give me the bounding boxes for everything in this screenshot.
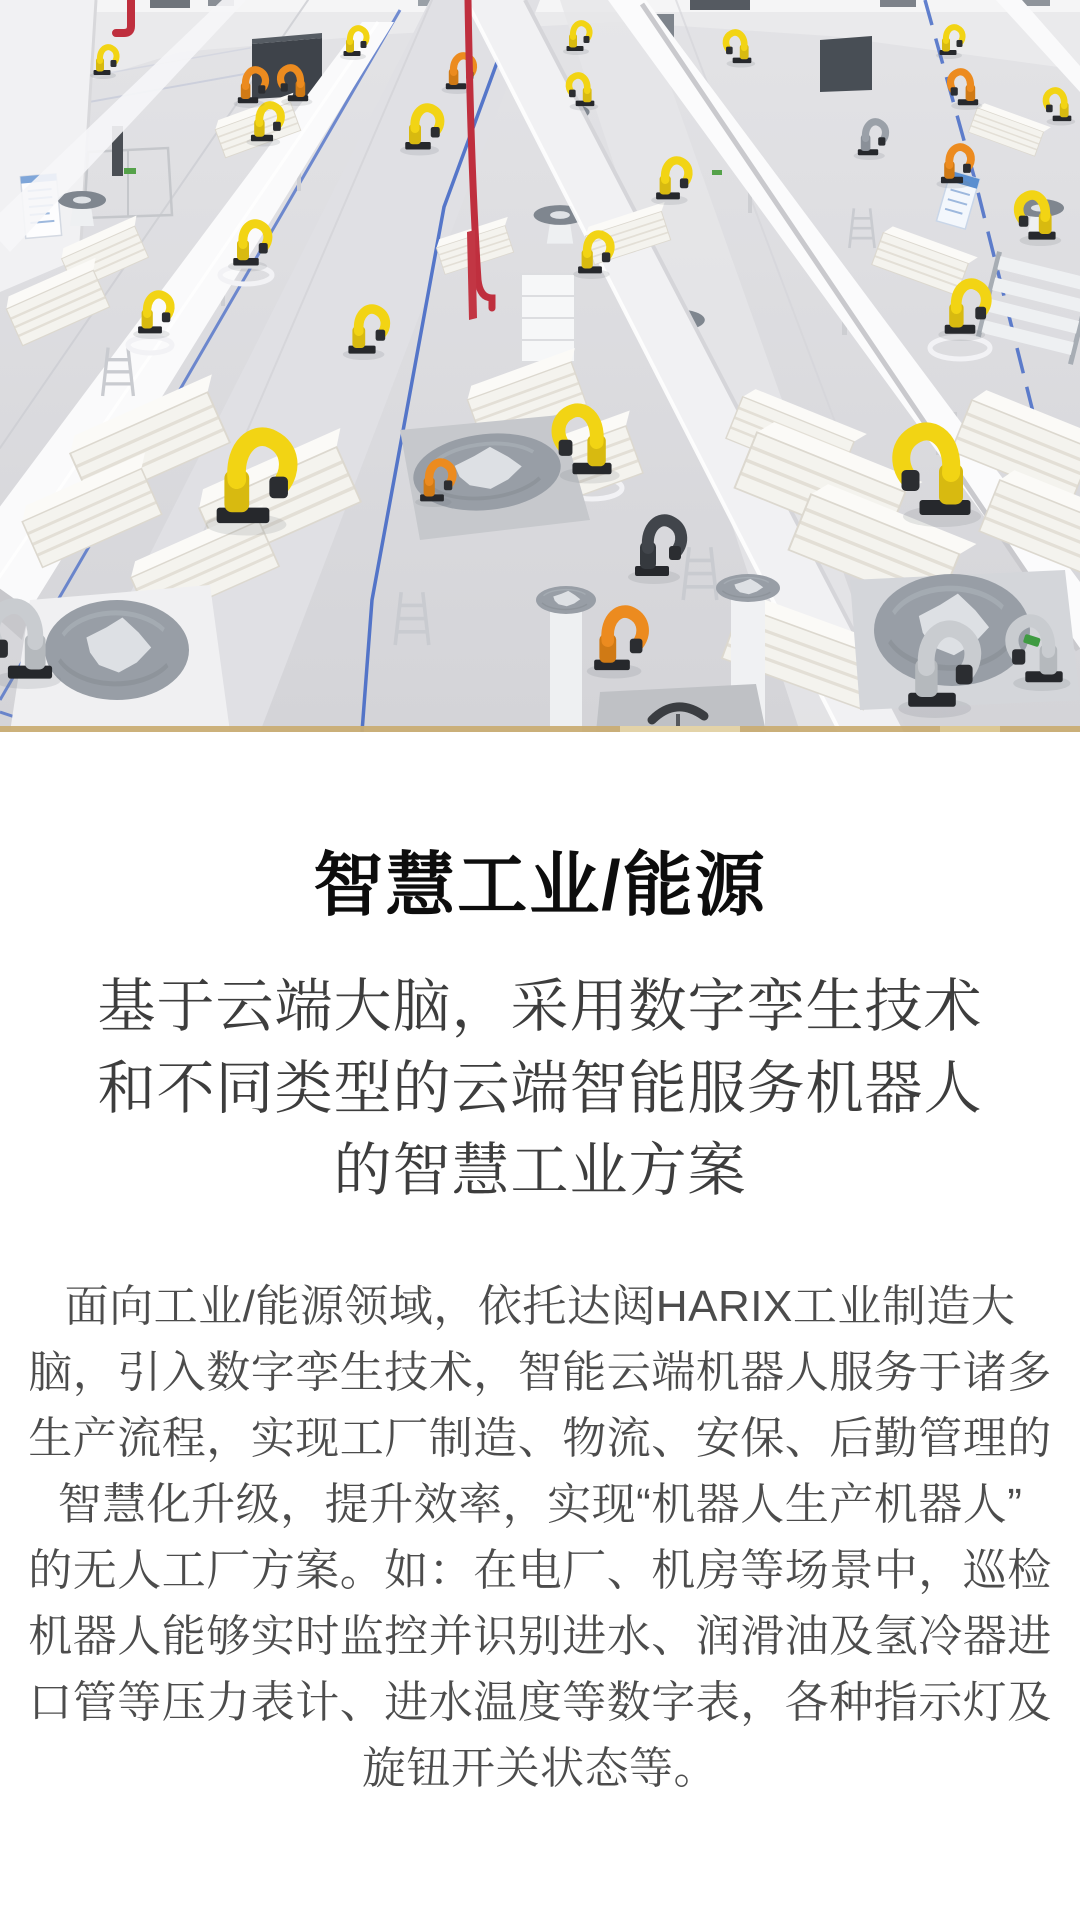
description-line: 脑，引入数字孪生技术，智能云端机器人服务于诸多	[28, 1348, 1052, 1398]
description-line: 机器人能够实时监控并识别进水、润滑油及氢冷器进	[28, 1612, 1052, 1662]
subtitle-line: 的智慧工业方案	[333, 1138, 747, 1204]
description-line: 口管等压力表计、进水温度等数字表，各种指示灯及	[28, 1678, 1052, 1728]
section-description	[0, 1274, 1080, 1802]
clamp-station	[596, 684, 766, 732]
description-line: 旋钮开关状态等。	[362, 1744, 718, 1794]
subtitle-line: 基于云端大脑，采用数字孪生技术	[97, 974, 983, 1040]
description-line: 智慧化升级，提升效率，实现“机器人生产机器人”	[57, 1480, 1023, 1530]
factory-scene-svg	[0, 0, 1080, 732]
factory-scene-image	[0, 0, 1080, 732]
description-line: 的无人工厂方案。如：在电厂、机房等场景中，巡检	[28, 1546, 1052, 1596]
bottom-strip	[0, 726, 1080, 732]
description-line: 面向工业/能源领域，依托达闼HARIX工业制造大	[64, 1282, 1016, 1332]
section-title: 智慧工业/能源	[313, 846, 767, 924]
description-line: 生产流程，实现工厂制造、物流、安保、后勤管理的	[28, 1414, 1052, 1464]
subtitle-line: 和不同类型的云端智能服务机器人	[97, 1056, 983, 1122]
section-subtitle	[0, 966, 1080, 1212]
